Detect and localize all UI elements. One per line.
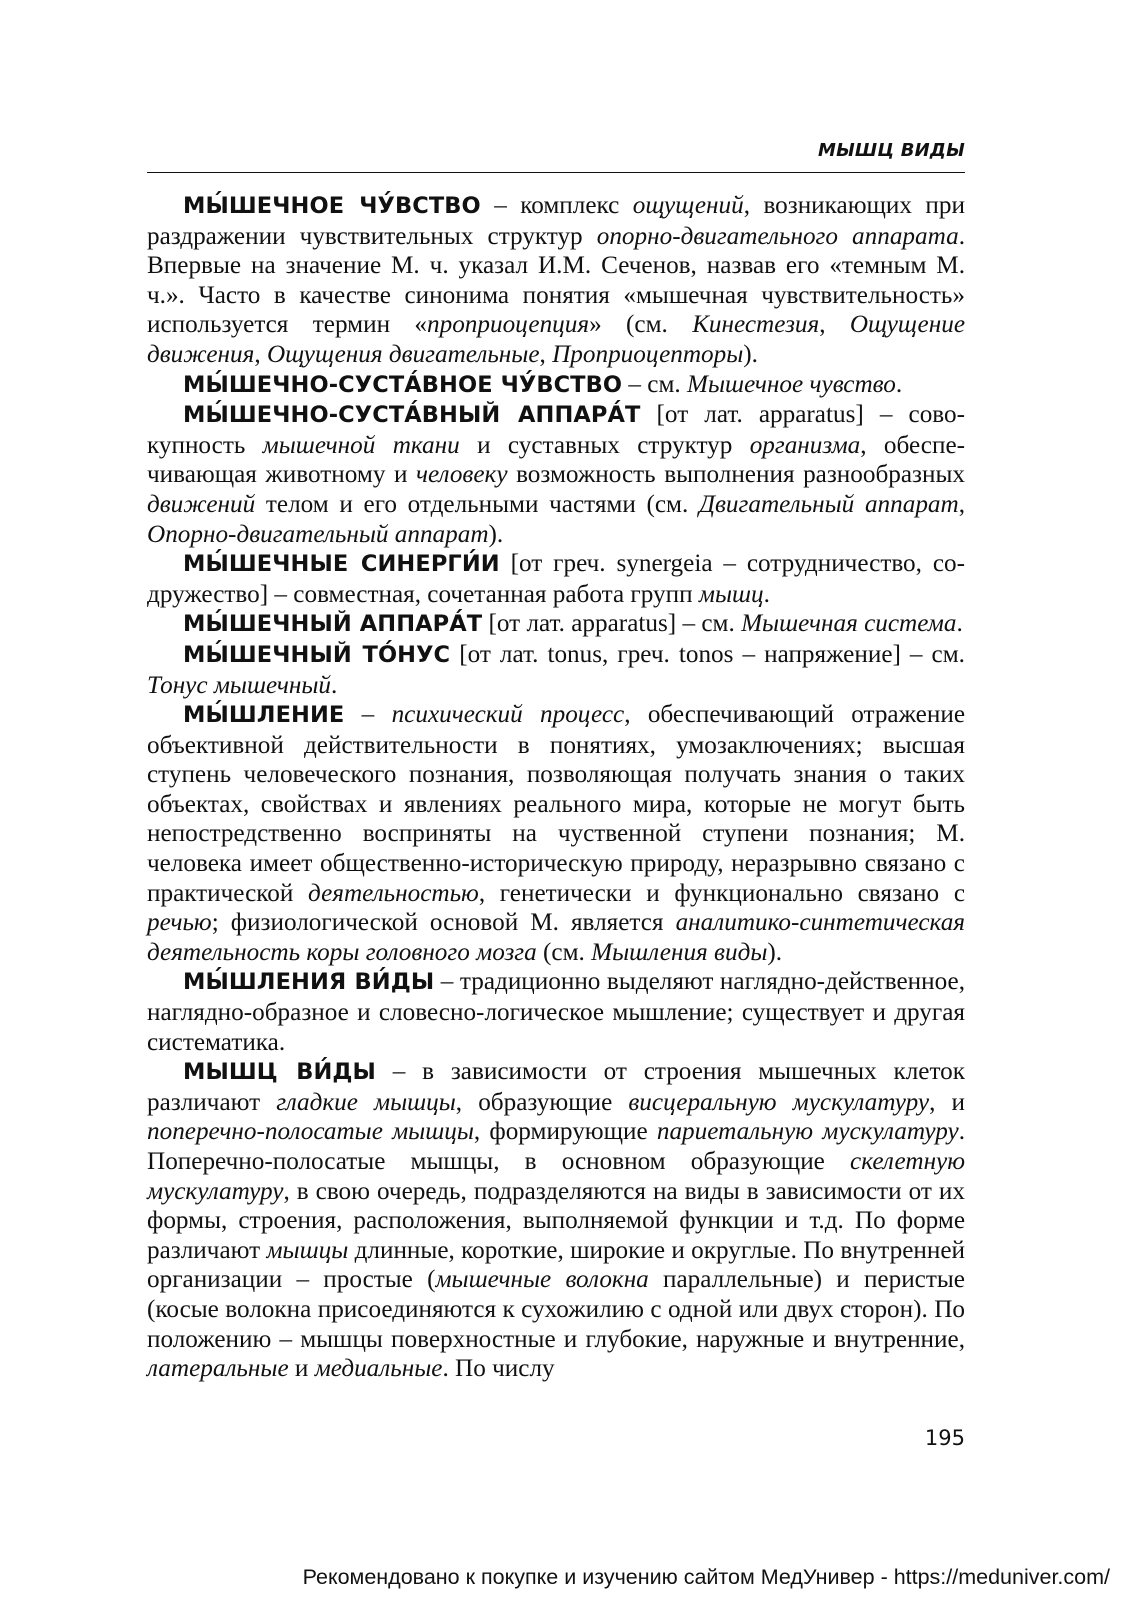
entry-text: . [763,580,770,608]
cross-reference: медиальные [314,1355,443,1383]
entry-text: ). [767,938,783,966]
entry-text: . [956,610,963,638]
entry-text: – см. [622,370,688,398]
cross-reference: речью [147,909,212,937]
entry-text: [от греч. synergeia – сотрудничество, содружество] – совместная, сочетанная работа групп [147,550,965,608]
entry-text: . [331,671,338,699]
dictionary-entry [147,700,965,967]
entry-headword: МЫ́ШЕЧНО-СУСТА́ВНОЕ ЧУ́ВСТВО [183,371,623,398]
entry-text: длинные, короткие, широкие и округлые. По внутренней организации – простые ( [147,1236,965,1294]
dictionary-entry [147,191,965,370]
dictionary-entries [147,191,965,1384]
footer-recommendation-note: Рекомендовано к покупке и изучению сайтом МедУнивер - https://meduniver.com/ [302,1565,1110,1589]
cross-reference: Тонус мышечный [147,671,331,699]
entry-text: , возникающих при раздражении чувствительных структур [147,192,965,250]
cross-reference: поперечно-полосатые мышцы [147,1118,474,1146]
cross-reference: париетальную мускулатуру [656,1118,959,1146]
dictionary-entry [147,1057,965,1384]
cross-reference: деятельностью [308,879,479,907]
entry-text: , обеспечивающий отражение объективной действительности в понятиях, умозаключениях; высшая ступень человеческого познания, позволяющая получать знания о таких объектах, свойствах и явлениях реального мира, которые не могут быть непостредственно восприняты на чуственной ступени познания; М. человека имеет общественно-историческую природу, неразрывно связано с практической [147,701,966,907]
entry-headword: МЫ́ШЛЕНИЯ ВИ́ДЫ [183,969,435,996]
cross-reference: мышечной ткани [262,431,460,459]
cross-reference: аналитико-синтетическая деятельность коры головного мозга [147,909,965,966]
running-head-title: МЫШЦ ВИДЫ [817,140,965,161]
entry-text: телом и его отдельными частями (см. [255,490,699,518]
cross-reference: мышц [698,580,764,608]
entry-headword: МЫШЦ ВИ́ДЫ [183,1059,376,1086]
entry-text: ). [488,520,504,548]
entry-headword: МЫ́ШЕЧНЫЕ СИНЕРГИ́И [183,551,500,578]
entry-text: , генетически и функционально связано с [478,879,965,907]
entry-text: (см. [536,938,592,966]
entry-text: [от лат. apparatus] – см. [482,610,742,638]
entry-text: – в зависимости от строения мышечных клеток различают [147,1058,965,1116]
entry-text: и суставных структур [459,431,750,459]
cross-reference: скелетную мускулатуру [147,1148,965,1205]
cross-reference: латеральные [147,1355,289,1383]
entry-text: , обеспечивающая животному и [147,431,966,489]
cross-reference: ощущений [632,192,744,219]
cross-reference: опорно-двигательного аппарата [596,222,959,250]
cross-reference: человеку [415,461,508,489]
cross-reference: висцеральную мускулатуру [628,1088,930,1116]
cross-reference: Кинестезия [692,311,820,339]
entry-text: , в свою очередь, подразделяются на виды в зависимости от их формы, строения, расположения, выполняемой функции и т.д. По форме различают [147,1177,965,1264]
cross-reference: Двигательный аппарат [698,490,959,518]
entry-text: ). [743,340,758,368]
entry-headword: МЫ́ШЛЕНИЕ [183,702,345,729]
entry-text: , образующие [455,1088,629,1116]
entry-text: . Впервые на значение М. ч. указал И.М. Сеченов, назвав его «темным М. ч.». Часто в качестве синонима понятия «мышечная чувствительность» используется термин « [147,222,966,339]
entry-text: . По числу [442,1355,555,1383]
cross-reference: Мышечное чувство [687,370,896,398]
entry-headword: МЫ́ШЕЧНОЕ ЧУ́ВСТВО [183,193,481,219]
cross-reference: Опорно-двигательный аппарат [147,520,489,548]
cross-reference: Ощущение движения [147,311,965,368]
entry-text: [от лат. tonus, греч. tonos – напряжение] – см. [450,640,965,668]
entry-text: ; физиологической основой М. является [211,909,676,937]
dictionary-entry [147,370,965,401]
entry-text: , [254,340,267,368]
entry-headword: МЫ́ШЕЧНЫЙ ТО́НУС [183,641,451,668]
entry-text: [от лат. apparatus] – совокупность [147,401,965,459]
dictionary-entry [147,609,965,640]
entry-text: , [958,490,965,518]
entry-text: параллельные) и перистые (косые волокна присоединяются к сухожилию с одной или двух сторон). По положению – мышцы поверхностные и глубокие, наружные и внутренние, [147,1266,965,1353]
entry-text: , [819,311,850,339]
entry-text: – традиционно выделяют наглядно-действенное, наглядно-образное и словесно-логическое мышление; существует и другая систематика. [147,968,965,1056]
cross-reference: мышечные волокна [435,1266,649,1294]
cross-reference: гладкие мышцы [276,1088,456,1116]
entry-text: , формирующие [473,1118,657,1146]
entry-text: . [895,370,903,398]
cross-reference: Ощущения двигательные [266,340,540,368]
cross-reference: Проприоцепторы [552,340,744,368]
dictionary-entry [147,549,965,609]
entry-headword: МЫ́ШЕЧНЫЙ АППАРА́Т [183,611,483,638]
cross-reference: движений [147,490,256,518]
entry-text: , и [929,1088,965,1116]
entry-text: возможность выполнения разнообразных [507,461,965,489]
entry-headword: МЫ́ШЕЧНО-СУСТА́ВНЫЙ АППАРА́Т [183,402,641,429]
cross-reference: проприоцепция [427,311,590,339]
entry-text: » (см. [589,311,693,339]
entry-text: – [344,701,392,729]
cross-reference: психический процесс [391,701,625,729]
cross-reference: мышцы [266,1236,349,1264]
cross-reference: Мышления виды [591,938,768,966]
entry-text: – комплекс [480,192,633,219]
entry-text: . Поперечно-полосатые мышцы, в основном образующие [147,1118,965,1175]
entry-text: и [288,1355,315,1383]
entry-text: , [539,340,553,368]
cross-reference: Мышечная система [741,610,957,638]
dictionary-entry [147,640,965,700]
page-number: 195 [924,1426,965,1450]
dictionary-entry [147,967,965,1057]
cross-reference: организма [749,431,861,459]
dictionary-entry [147,400,965,549]
header-divider [147,172,965,173]
